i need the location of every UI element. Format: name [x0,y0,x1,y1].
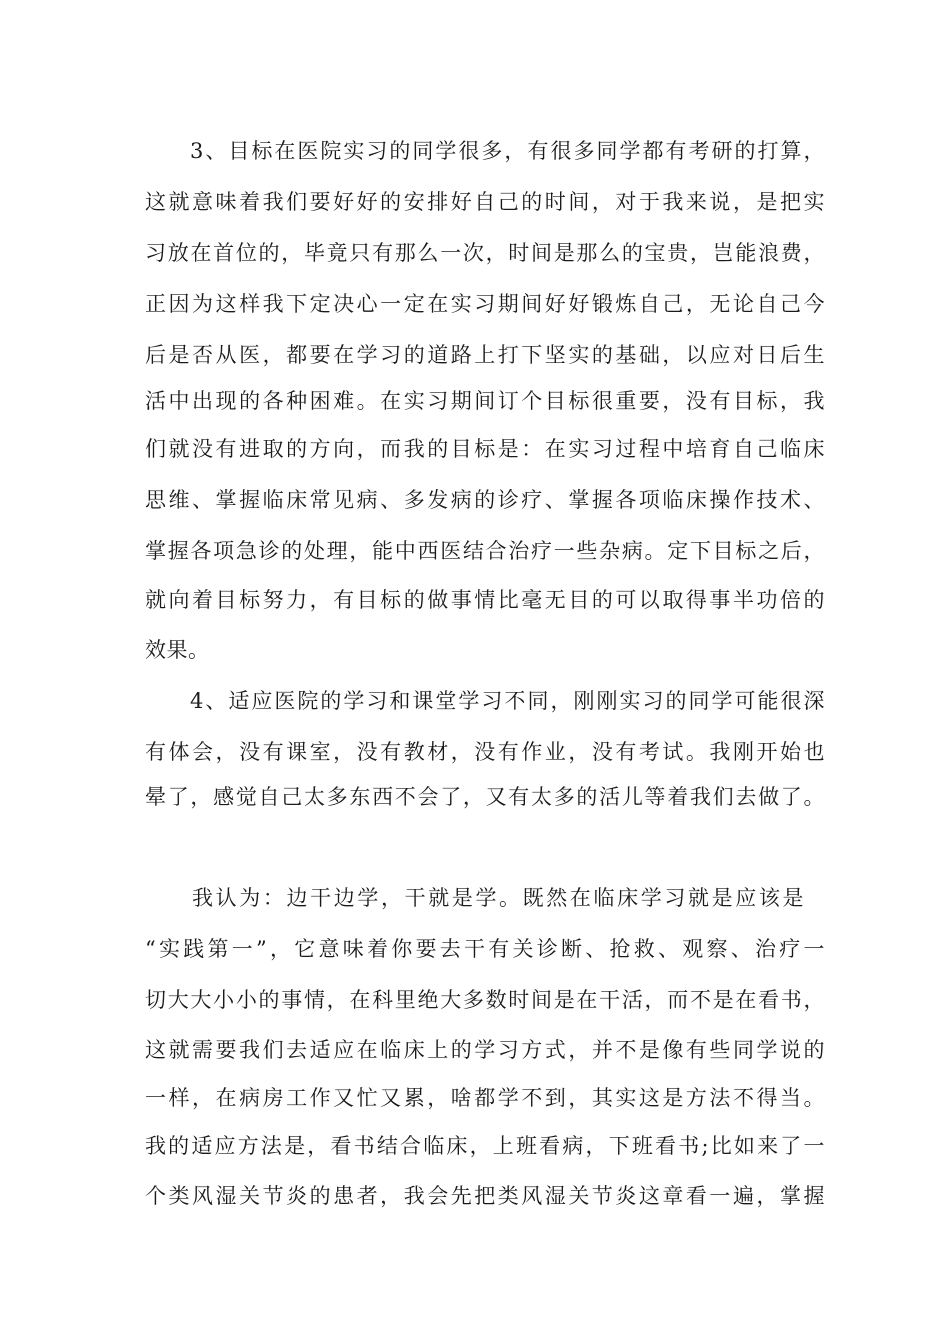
paragraph-2-line-2: 有体会，没有课室，没有教材，没有作业，没有考试。我刚开始也 [145,740,825,764]
paragraph-1-line-2: 这就意味着我们要好好的安排好自己的时间，对于我来说，是把实 [145,190,825,214]
paragraph-1-line-7: 们就没有进取的方向，而我的目标是：在实习过程中培育自己临床 [145,437,825,461]
paragraph-1-line-3: 习放在首位的，毕竟只有那么一次，时间是那么的宝贵，岂能浪费， [145,241,825,265]
paragraph-3-line-7: 个类风湿关节炎的患者，我会先把类风湿关节炎这章看一遍，掌握 [145,1184,825,1208]
paragraph-3-line-2: “实践第一”，它意味着你要去干有关诊断、抢救、观察、治疗一 [145,937,825,961]
paragraph-2-line-3: 晕了，感觉自己太多东西不会了，又有太多的活儿等着我们去做了。 [145,785,825,809]
paragraph-3-line-5: 一样，在病房工作又忙又累，啥都学不到，其实这是方法不得当。 [145,1086,825,1110]
paragraph-3-line-4: 这就需要我们去适应在临床上的学习方式，并不是像有些同学说的 [145,1038,825,1062]
paragraph-1-line-10: 就向着目标努力，有目标的做事情比毫无目的可以取得事半功倍的 [145,588,825,612]
paragraph-1-line-5: 后是否从医，都要在学习的道路上打下坚实的基础，以应对日后生 [145,343,825,367]
paragraph-1-line-4: 正因为这样我下定决心一定在实习期间好好锻炼自己，无论自己今 [145,292,825,316]
paragraph-2-line-1: 4、适应医院的学习和课堂学习不同，刚刚实习的同学可能很深 [190,689,825,713]
paragraph-1-line-11: 效果。 [145,638,210,662]
paragraph-1-line-9: 掌握各项急诊的处理，能中西医结合治疗一些杂病。定下目标之后， [145,539,825,563]
paragraph-1-line-6: 活中出现的各种困难。在实习期间订个目标很重要，没有目标，我 [145,389,825,413]
paragraph-1-line-1: 3、目标在医院实习的同学很多，有很多同学都有考研的打算， [190,139,825,163]
paragraph-3-line-6: 我的适应方法是，看书结合临床，上班看病，下班看书;比如来了一 [145,1134,825,1158]
paragraph-1-line-8: 思维、掌握临床常见病、多发病的诊疗、掌握各项临床操作技术、 [145,488,825,512]
paragraph-3-line-1: 我认为：边干边学，干就是学。既然在临床学习就是应该是 [192,886,804,910]
paragraph-3-line-3: 切大大小小的事情，在科里绝大多数时间是在干活，而不是在看书， [145,988,825,1012]
